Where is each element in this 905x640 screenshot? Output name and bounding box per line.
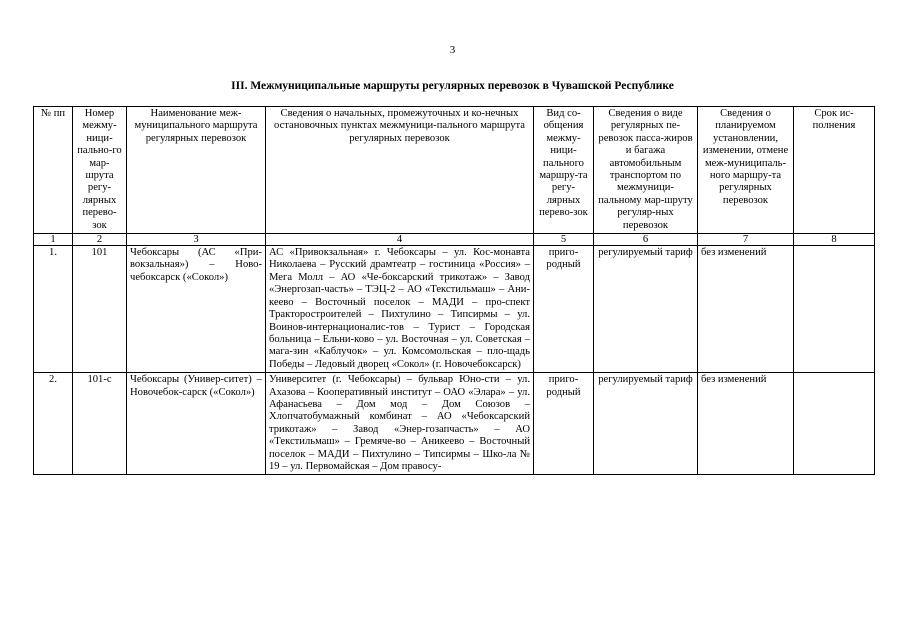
deadline	[794, 373, 875, 475]
column-index: 8	[794, 234, 875, 246]
planned-changes: без изменений	[698, 373, 794, 475]
row-number: 2.	[34, 373, 73, 475]
column-index: 7	[698, 234, 794, 246]
header-route-name: Наименование меж-муниципального маршрута регулярных перевозок	[127, 107, 266, 234]
transport-kind: регулируемый тариф	[594, 373, 698, 475]
deadline	[794, 246, 875, 373]
header-service-type: Вид со-общения межму-ници-пального маршру-та регу-лярных перево-зок	[534, 107, 594, 234]
service-type: приго-родный	[534, 246, 594, 373]
service-type: приго-родный	[534, 373, 594, 475]
route-number: 101-с	[73, 373, 127, 475]
header-number: № пп	[34, 107, 73, 234]
column-index: 1	[34, 234, 73, 246]
page-number: 3	[449, 44, 456, 56]
column-index-row	[34, 234, 875, 246]
header-transport-kind: Сведения о виде регулярных пе-ревозок пасса-жиров и багажа автомобильным транспортом по межмуници-пальному мар-шруту регуляр-ных перевозок	[594, 107, 698, 234]
header-route-number: Номер межму-ници-пально-го мар-шрута регу-лярных перево-зок	[73, 107, 127, 234]
planned-changes: без изменений	[698, 246, 794, 373]
table-row	[34, 373, 875, 475]
route-number: 101	[73, 246, 127, 373]
column-index: 2	[73, 234, 127, 246]
route-name: Чебоксары (Универ-ситет) – Новочебок-сарск («Сокол»)	[127, 373, 266, 475]
table-row	[34, 246, 875, 373]
header-stops: Сведения о начальных, промежуточных и ко-нечных остановочных пунктах межмуници-пального маршрута регулярных перевозок	[266, 107, 534, 234]
column-index: 5	[534, 234, 594, 246]
section-title: III. Межмуниципальные маршруты регулярных перевозок в Чувашской Республике	[231, 80, 674, 92]
column-index: 6	[594, 234, 698, 246]
route-stops: АС «Привокзальная» г. Чебоксары – ул. Кос-монавта Николаева – Русский драмтеатр – гостиница «Россия» – Мега Молл – АО «Че-боксарский трикотаж» – Завод «Энергозап-часть» – ТЭЦ-2 – АО «Текстильмаш» – Ани-кеево – Восточный поселок – МАДИ – про-спект Тракторостроителей – Пихтулино – Типсирмы – ул. Воинов-интернационалис-тов – Турист – Городская больница – Ельни-ково – ул. Восточная – ул. Советская – мага-зин «Каблучок» – ул. Комсомольская – пло-щадь Победы – Ледовый дворец «Сокол» (г. Новочебоксарск)	[266, 246, 534, 373]
transport-kind: регулируемый тариф	[594, 246, 698, 373]
header-deadline: Срок ис-полнения	[794, 107, 875, 234]
column-index: 3	[127, 234, 266, 246]
route-stops: Университет (г. Чебоксары) – бульвар Юно-сти – ул. Ахазова – Кооперативный институт – ОАО «Элара» – ул. Афанасьева – Дом мод – Дом Союзов – Хлопчатобумажный комбинат – АО «Чебоксарский трикотаж» – Завод «Энер-гозапчасть» – АО «Текстильмаш» – Гремяче-во – Аникеево – Восточный поселок – МАДИ – Пихтулино – Типсирмы – Шко-ла № 19 – ул. Первомайская – Дом правосу-	[266, 373, 534, 475]
row-number: 1.	[34, 246, 73, 373]
column-index: 4	[266, 234, 534, 246]
table-header-row	[34, 107, 875, 234]
header-planned-changes: Сведения о планируемом установлении, изменении, отмене меж-муниципаль-ного маршру-та регулярных перевозок	[698, 107, 794, 234]
route-name: Чебоксары (АС «При-вокзальная») – Ново-чебоксарск («Сокол»)	[127, 246, 266, 373]
routes-table	[33, 106, 875, 475]
